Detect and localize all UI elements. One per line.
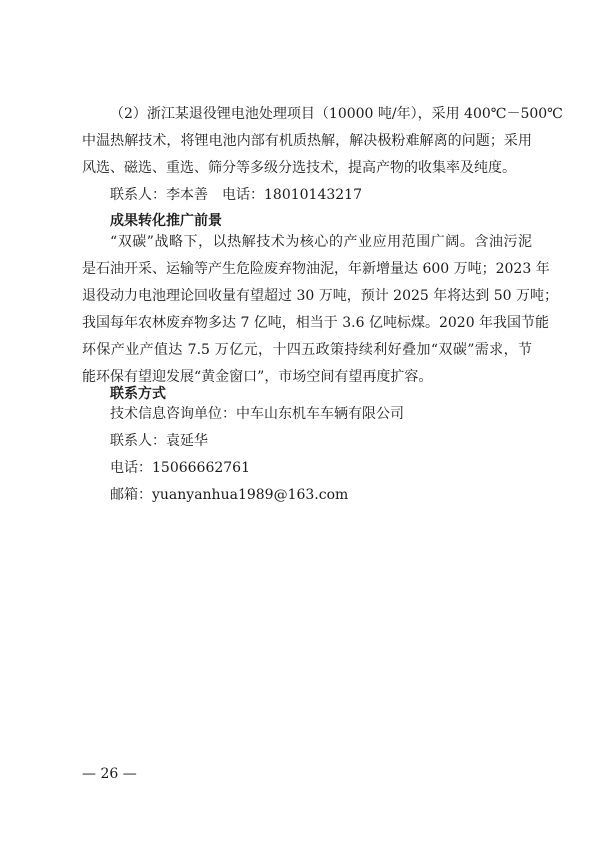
contact-phone: 电话：15066662761: [110, 460, 250, 476]
prospects-line-1: “双碳”战略下，以热解技术为核心的产业应用范围广阔。含油污泥: [110, 234, 532, 250]
contact-person: 联系人：袁延华: [110, 433, 208, 449]
project-item-line-2: 中温热解技术，将锂电池内部有机质热解，解决极粉难解离的问题；采用: [82, 133, 532, 149]
prospects-line-2: 是石油开采、运输等产生危险废弃物油泥，年新增量达 600 万吨；2023 年: [82, 261, 550, 277]
project-contact: 联系人：李本善 电话：18010143217: [110, 187, 362, 203]
contact-email: 邮箱：yuanyanhua1989@163.com: [110, 487, 349, 503]
project-item-line-3: 风选、磁选、重选、筛分等多级分选技术，提高产物的收集率及纯度。: [82, 160, 516, 176]
contact-heading: 联系方式: [110, 386, 166, 402]
prospects-line-4: 我国每年农林废弃物多达 7 亿吨，相当于 3.6 亿吨标煤。2020 年我国节能: [82, 315, 550, 331]
contact-unit: 技术信息咨询单位：中车山东机车车辆有限公司: [110, 406, 404, 422]
prospects-line-5: 环保产业产值达 7.5 万亿元，十四五政策持续利好叠加“双碳”需求，节: [82, 342, 532, 358]
prospects-heading: 成果转化推广前景: [110, 213, 222, 229]
project-item-line-1: （2）浙江某退役锂电池处理项目（10000 吨/年），采用 400℃－500℃: [110, 106, 563, 122]
prospects-line-3: 退役动力电池理论回收量有望超过 30 万吨，预计 2025 年将达到 50 万吨；: [82, 288, 558, 304]
prospects-line-6: 能环保有望迎发展“黄金窗口”，市场空间有望再度扩容。: [82, 369, 433, 385]
page-number: — 26 —: [82, 766, 137, 782]
